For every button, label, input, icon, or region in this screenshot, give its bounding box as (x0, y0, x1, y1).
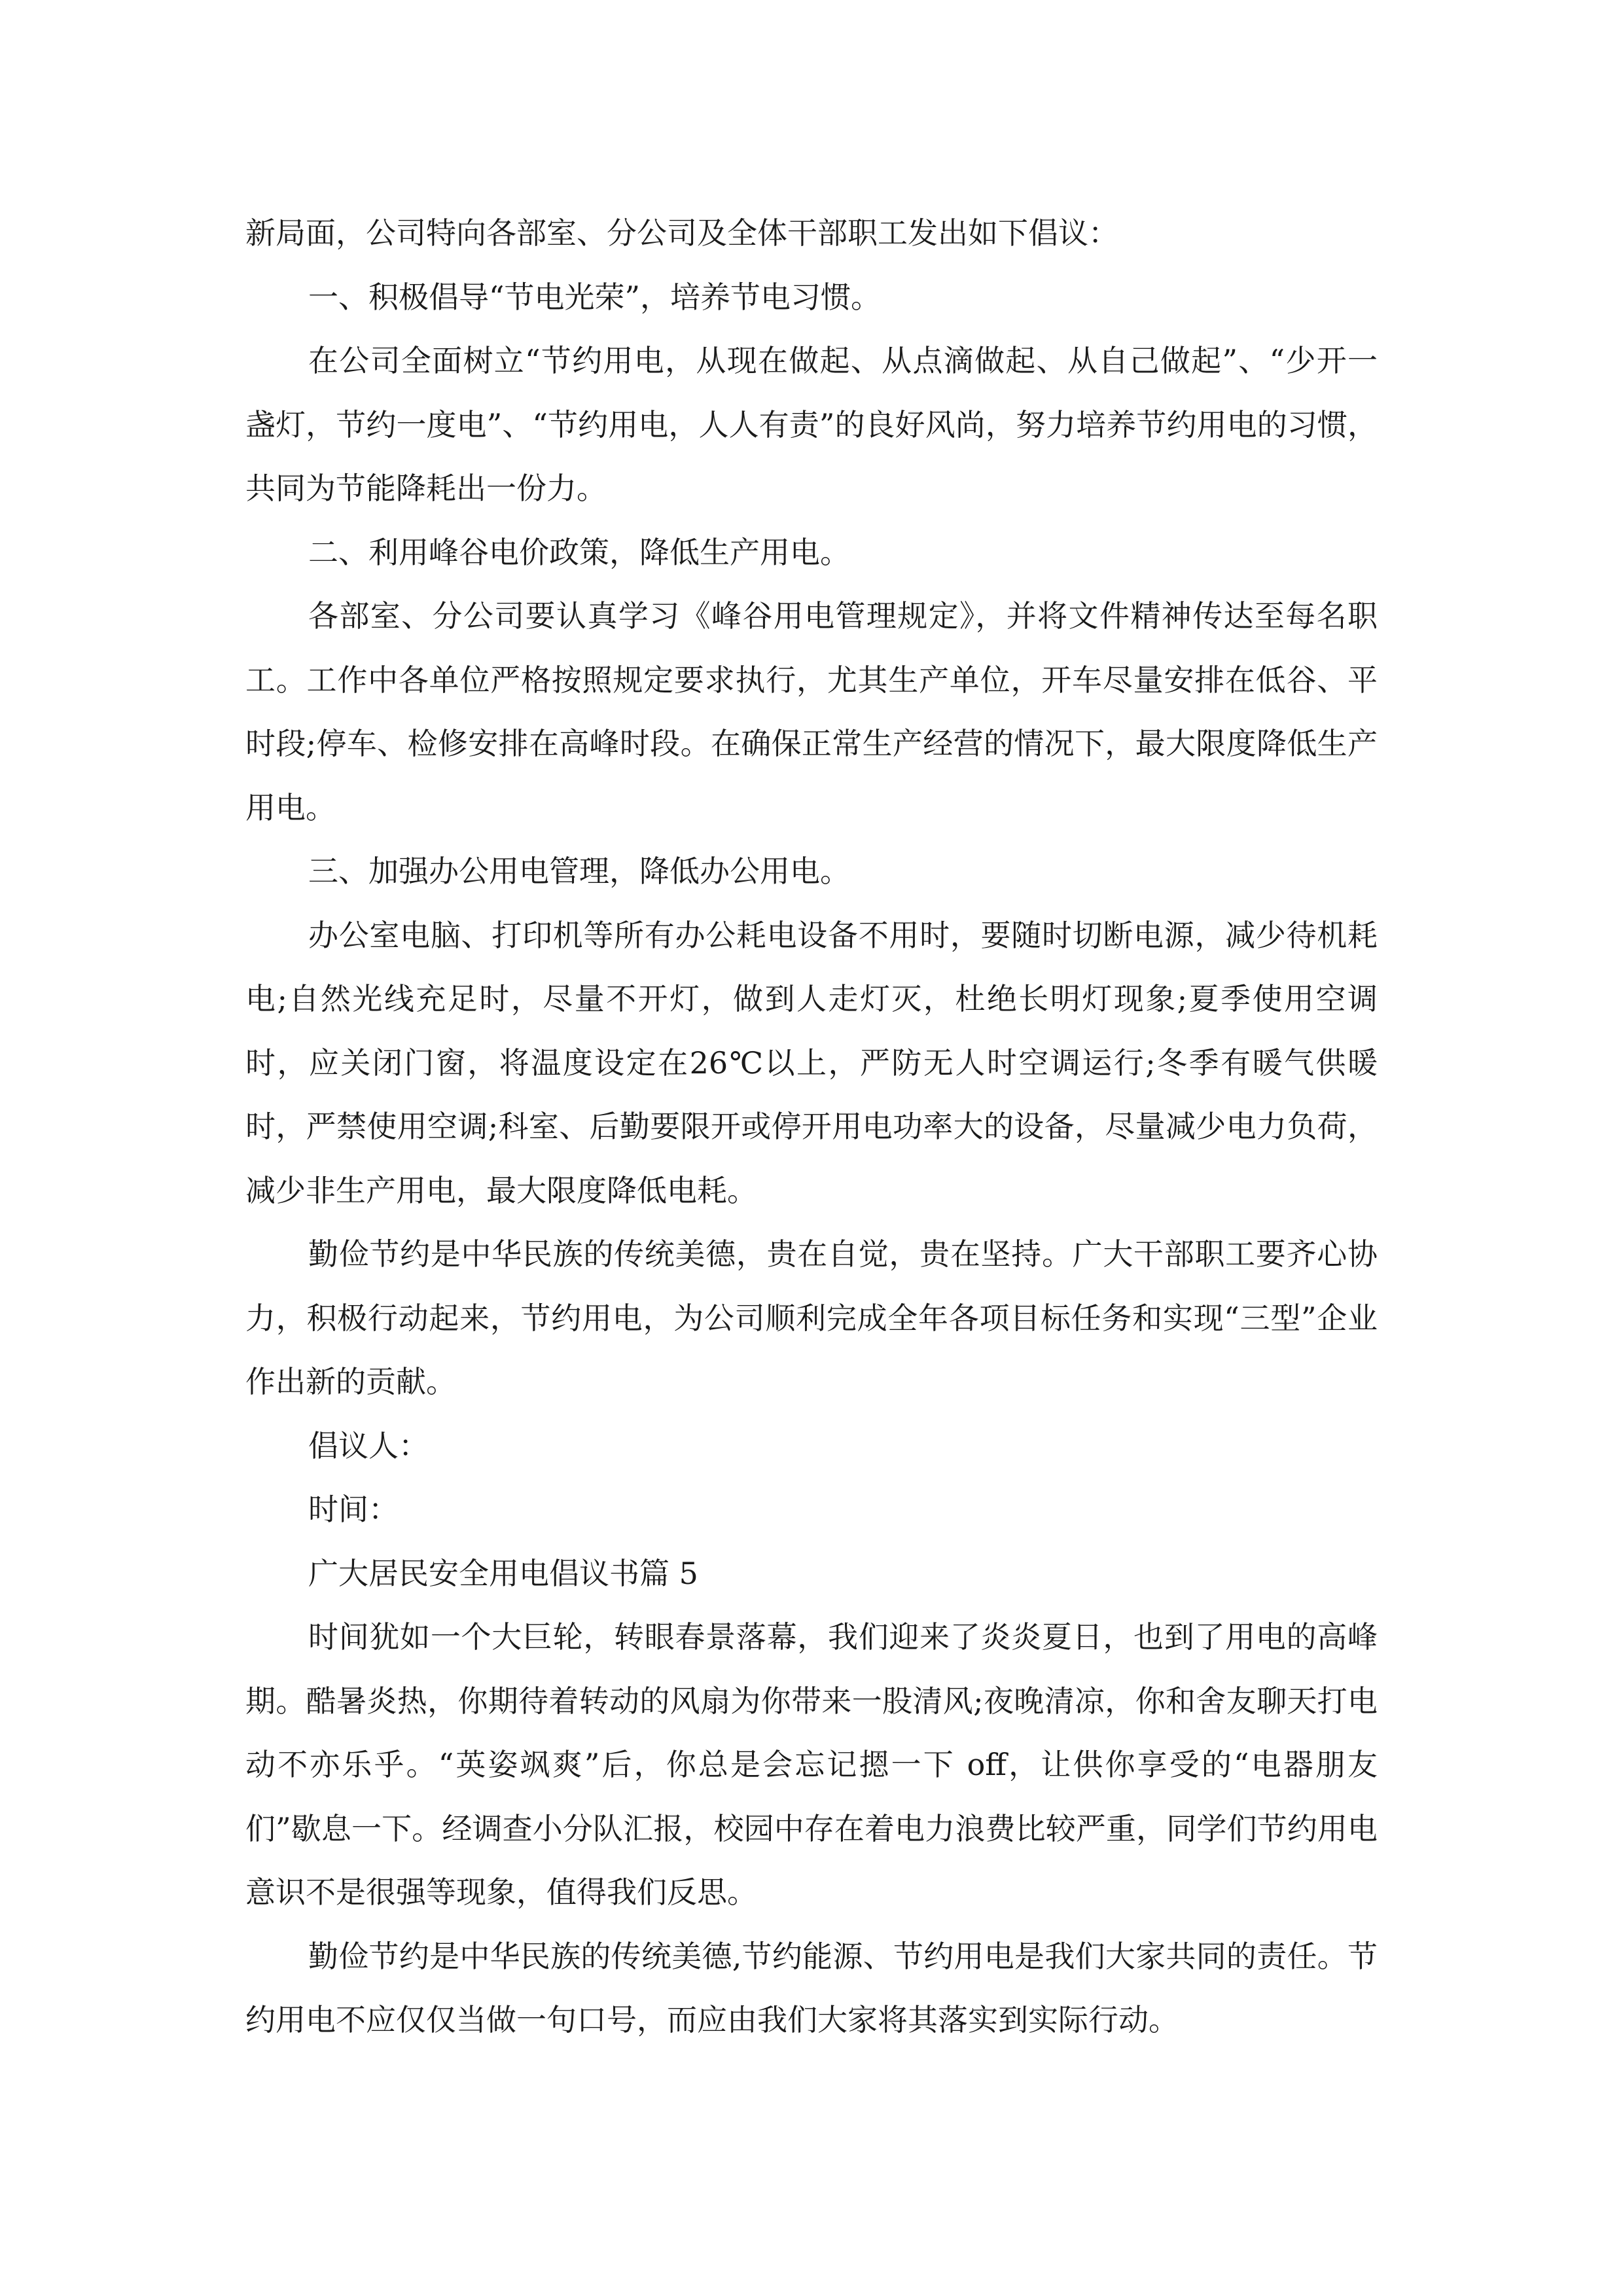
paragraph-item-3: 办公室电脑、打印机等所有办公耗电设备不用时，要随时切断电源，减少待机耗电;自然光线充足时，尽量不开灯，做到人走灯灭，杜绝长明灯现象;夏季使用空调时，应关闭门窗，将温度设定在26℃以上，严防无人时空调运行;冬季有暖气供暖时，严禁使用空调;科室、后勤要限开或停开用电功率大的设备，尽量减少电力负荷，减少非生产用电，最大限度降低电耗。 (245, 917, 1378, 1208)
heading-item-3: 三、加强办公用电管理，降低办公用电。 (308, 853, 850, 889)
paragraph-item-2: 各部室、分公司要认真学习《峰谷用电管理规定》，并将文件精神传达至每名职工。工作中各单位严格按照规定要求执行，尤其生产单位，开车尽量安排在低谷、平时段;停车、检修安排在高峰时段。在确保正常生产经营的情况下，最大限度降低生产用电。 (245, 598, 1378, 825)
document-body (245, 202, 1378, 2053)
heading-item-2: 二、利用峰谷电价政策，降低生产用电。 (308, 534, 850, 570)
paragraph-conclusion: 勤俭节约是中华民族的传统美德，贵在自觉，贵在坚持。广大干部职工要齐心协力，积极行动起来，节约用电，为公司顺利完成全年各项目标任务和实现“三型”企业作出新的贡献。 (245, 1236, 1378, 1399)
signature-date: 时间： (308, 1492, 399, 1527)
paragraph-section5-body: 勤俭节约是中华民族的传统美德,节约能源、节约用电是我们大家共同的责任。节约用电不应仅仅当做一句口号，而应由我们大家将其落实到实际行动。 (245, 1938, 1378, 2037)
paragraph-section5-intro: 时间犹如一个大巨轮，转眼春景落幕，我们迎来了炎炎夏日，也到了用电的高峰期。酷暑炎热，你期待着转动的风扇为你带来一股清风;夜晚清凉，你和舍友聊天打电动不亦乐乎。“英姿飒爽”后，你总是会忘记摁一下 off，让供你享受的“电器朋友们”歇息一下。经调查小分队汇报，校园中存在着电力浪费比较严重，同学们节约用电意识不是很强等现象，值得我们反思。 (245, 1619, 1378, 1910)
paragraph-item-1: 在公司全面树立“节约用电，从现在做起、从点滴做起、从自己做起”、“少开一盏灯，节约一度电”、“节约用电，人人有责”的良好风尚，努力培养节约用电的习惯，共同为节能降耗出一份力。 (245, 343, 1378, 506)
paragraph-intro-continuation: 新局面，公司特向各部室、分公司及全体干部职工发出如下倡议： (245, 215, 1118, 251)
signature-proposer: 倡议人： (308, 1427, 429, 1463)
heading-item-1: 一、积极倡导“节电光荣”，培养节电习惯。 (308, 279, 882, 315)
section-title-5: 广大居民安全用电倡议书篇 5 (308, 1555, 698, 1591)
